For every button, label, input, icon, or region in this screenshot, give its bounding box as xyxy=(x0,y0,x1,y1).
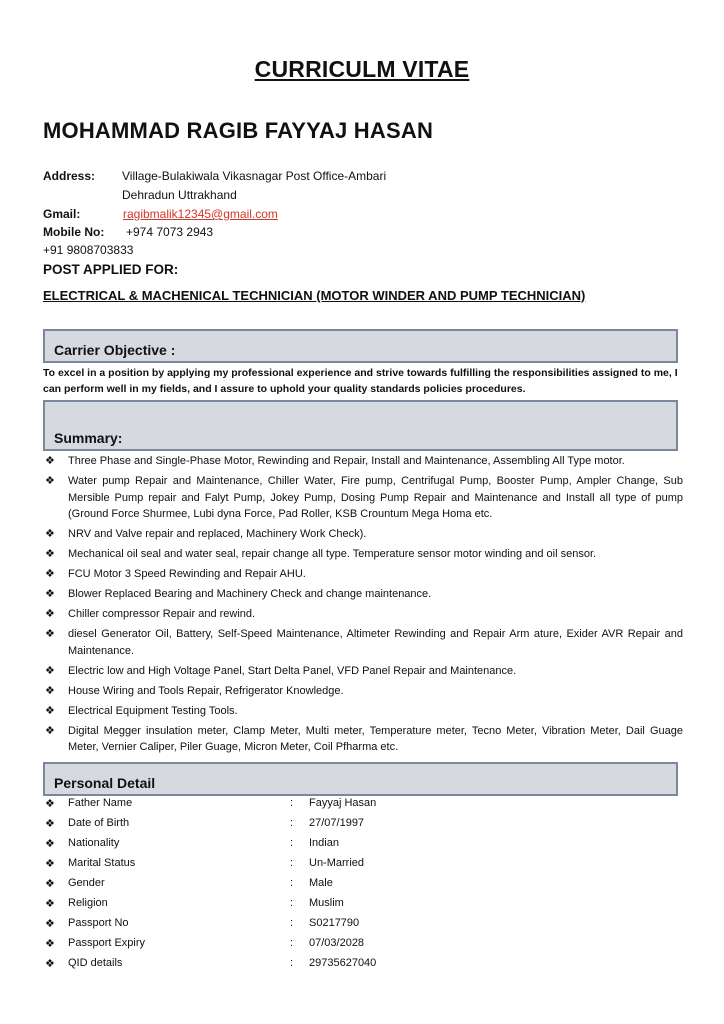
diamond-bullet-icon: ❖ xyxy=(45,838,55,850)
personal-detail-label: Date of Birth xyxy=(68,817,130,829)
personal-detail-value: Fayyaj Hasan xyxy=(309,797,377,809)
summary-item xyxy=(43,663,683,680)
summary-item-text: Electric low and High Voltage Panel, Start Delta Panel, VFD Panel Repair and Maintenance. xyxy=(68,664,517,677)
personal-detail-label: Passport No xyxy=(68,917,129,929)
summary-item-text: Blower Replaced Bearing and Machinery Check and change maintenance. xyxy=(68,588,432,600)
address-label: Address: xyxy=(43,169,96,183)
personal-detail-value: Indian xyxy=(309,837,339,849)
post-applied-label: POST APPLIED FOR: xyxy=(43,262,179,277)
diamond-bullet-icon: ❖ xyxy=(45,958,55,970)
diamond-bullet-icon: ❖ xyxy=(45,878,55,890)
candidate-name: MOHAMMAD RAGIB FAYYAJ HASAN xyxy=(43,118,434,143)
summary-heading: Summary: xyxy=(54,430,123,446)
diamond-bullet-icon: ❖ xyxy=(45,704,55,717)
personal-detail-label: Passport Expiry xyxy=(68,937,146,949)
summary-item xyxy=(43,606,683,623)
summary-item xyxy=(43,586,683,603)
personal-detail-colon: : xyxy=(290,817,294,829)
personal-heading: Personal Detail xyxy=(54,775,156,791)
summary-item xyxy=(43,703,683,720)
mobile-number-1: +974 7073 2943 xyxy=(126,225,214,239)
summary-item xyxy=(43,453,683,470)
summary-item-text: Digital Megger insulation meter, Clamp Meter, Multi meter, Temperature meter, Tecno Meter, Vibration Meter, Dail Guage Meter, Vernier Caliper, Piler Guage, Micron Meter, Coil Pfharma etc. xyxy=(68,724,683,753)
personal-section-bar xyxy=(43,762,678,796)
personal-detail-label: Nationality xyxy=(68,837,120,849)
summary-item-text: Mechanical oil seal and water seal, repair change all type. Temperature sensor motor winding and oil sensor. xyxy=(68,548,597,560)
personal-detail-row xyxy=(43,937,683,957)
personal-detail-row xyxy=(43,797,683,817)
personal-detail-value: Muslim xyxy=(309,897,344,909)
diamond-bullet-icon: ❖ xyxy=(45,798,55,810)
diamond-bullet-icon: ❖ xyxy=(45,628,55,640)
diamond-bullet-icon: ❖ xyxy=(45,724,55,737)
personal-detail-value: Un-Married xyxy=(309,857,365,869)
summary-section-bar xyxy=(43,400,678,451)
summary-item-text: diesel Generator Oil, Battery, Self-Speed Maintenance, Altimeter Rewinding and Repair Arm ature, Exider AVR Repair and Maintenance. xyxy=(68,628,683,657)
objective-section-bar xyxy=(43,329,678,363)
document-title: CURRICULM VITAE xyxy=(254,56,470,82)
diamond-bullet-icon: ❖ xyxy=(45,858,55,870)
personal-detail-colon: : xyxy=(290,957,294,969)
personal-detail-colon: : xyxy=(290,937,294,949)
diamond-bullet-icon: ❖ xyxy=(45,608,55,620)
personal-detail-row xyxy=(43,857,683,877)
mobile-label: Mobile No: xyxy=(43,225,105,239)
personal-detail-colon: : xyxy=(290,857,294,869)
personal-detail-row xyxy=(43,877,683,897)
personal-detail-value: 29735627040 xyxy=(309,957,377,969)
personal-detail-row xyxy=(43,837,683,857)
summary-item xyxy=(43,566,683,583)
summary-item-text: NRV and Valve repair and replaced, Machinery Work Check). xyxy=(68,528,367,540)
personal-detail-value: 27/07/1997 xyxy=(309,817,365,829)
personal-detail-colon: : xyxy=(290,917,294,929)
summary-item-text: Electrical Equipment Testing Tools. xyxy=(68,704,238,717)
summary-item-text: House Wiring and Tools Repair, Refrigerator Knowledge. xyxy=(68,684,344,697)
summary-item xyxy=(43,473,683,523)
personal-detail-label: Gender xyxy=(68,877,105,889)
diamond-bullet-icon: ❖ xyxy=(45,664,55,677)
personal-detail-label: Father Name xyxy=(68,797,133,809)
diamond-bullet-icon: ❖ xyxy=(45,548,55,560)
summary-item xyxy=(43,526,683,543)
personal-detail-value: Male xyxy=(309,877,333,889)
mobile-number-2: +91 9808703833 xyxy=(43,243,134,257)
address-line-1: Village-Bulakiwala Vikasnagar Post Office-Ambari xyxy=(122,169,387,183)
summary-list xyxy=(43,453,683,759)
summary-item-text: Water pump Repair and Maintenance, Chiller Water, Fire pump, Centrifugal Pump, Booster Pump, Ampler Change, Sub Mersible Pump repair and Falyt Pump, Jokey Pump, Dosing Pump Repair and Maintenance and Install all type of pump (Ground Force Shurmee, Lubi dyna Force, Pad Roller, KSB Crountum Mega Homa etc. xyxy=(68,475,683,520)
diamond-bullet-icon: ❖ xyxy=(45,528,55,540)
personal-detail-colon: : xyxy=(290,797,294,809)
summary-item xyxy=(43,683,683,700)
personal-detail-value: S0217790 xyxy=(309,917,360,929)
post-applied-value: ELECTRICAL & MACHENICAL TECHNICIAN (MOTOR WINDER AND PUMP TECHNICIAN) xyxy=(43,288,586,303)
gmail-link[interactable]: ragibmalik12345@gmail.com xyxy=(123,207,278,221)
diamond-bullet-icon: ❖ xyxy=(45,588,55,600)
summary-item xyxy=(43,626,683,659)
gmail-label: Gmail: xyxy=(43,207,81,221)
diamond-bullet-icon: ❖ xyxy=(45,684,55,697)
personal-detail-value: 07/03/2028 xyxy=(309,937,365,949)
personal-detail-colon: : xyxy=(290,837,294,849)
diamond-bullet-icon: ❖ xyxy=(45,898,55,910)
objective-text: To excel in a position by applying my professional experience and strive towards fulfilling the responsibilities assigned to me, I can perform well in my fields, and I assure to uphold your quality standards policies procedures. xyxy=(43,367,678,395)
summary-item-text: FCU Motor 3 Speed Rewinding and Repair AHU. xyxy=(68,568,306,580)
summary-item xyxy=(43,723,683,756)
objective-heading: Carrier Objective : xyxy=(54,342,176,358)
personal-detail-label: QID details xyxy=(68,957,123,969)
diamond-bullet-icon: ❖ xyxy=(45,455,55,467)
diamond-bullet-icon: ❖ xyxy=(45,938,55,950)
personal-detail-row xyxy=(43,817,683,837)
personal-detail-colon: : xyxy=(290,897,294,909)
personal-detail-row xyxy=(43,897,683,917)
summary-item-text: Three Phase and Single-Phase Motor, Rewinding and Repair, Install and Maintenance, Assembling All Type motor. xyxy=(68,455,625,467)
diamond-bullet-icon: ❖ xyxy=(45,475,55,487)
personal-detail-colon: : xyxy=(290,877,294,889)
personal-detail-row xyxy=(43,957,683,977)
address-line-2: Dehradun Uttrakhand xyxy=(122,188,237,202)
summary-item xyxy=(43,546,683,563)
summary-item-text: Chiller compressor Repair and rewind. xyxy=(68,608,256,620)
diamond-bullet-icon: ❖ xyxy=(45,918,55,930)
personal-detail-label: Marital Status xyxy=(68,857,136,869)
diamond-bullet-icon: ❖ xyxy=(45,568,55,580)
personal-detail-label: Religion xyxy=(68,897,108,909)
diamond-bullet-icon: ❖ xyxy=(45,818,55,830)
personal-detail-row xyxy=(43,917,683,937)
